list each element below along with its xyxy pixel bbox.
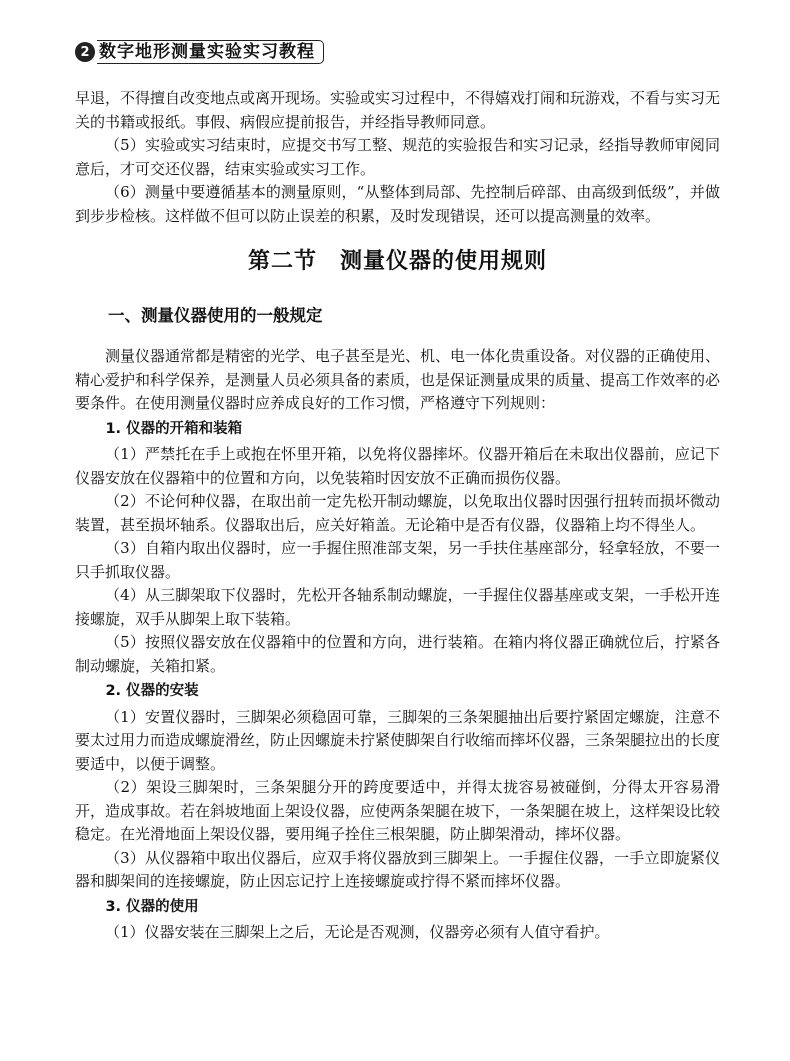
running-header (75, 40, 324, 64)
book-title: 数字地形测量实验实习教程 (97, 40, 324, 64)
subsection-title: 一、测量仪器使用的一般规定 (108, 305, 323, 325)
list-item: （4）从三脚架取下仪器时，先松开各轴系制动螺旋，一手握住仪器基座或支架，一手松开连接螺旋，双手从脚架上取下装箱。 (75, 586, 720, 628)
list-item: （2）架设三脚架时，三条架腿分开的跨度要适中，并得太拢容易被碰倒，分得太开容易滑开，造成事故。若在斜坡地面上架设仪器，应使两条架腿在坡下，一条架腿在坡上，这样架设比较稳定。在光滑地面上架设仪器，要用绳子拴住三根架腿，防止脚架滑动，摔坏仪器。 (75, 778, 721, 843)
list-item: （3）自箱内取出仪器时，应一手握住照准部支架，另一手扶住基座部分，轻拿轻放，不要一只手抓取仪器。 (75, 539, 720, 581)
list-item: （3）从仪器箱中取出仪器后，应双手将仪器放到三脚架上。一手握住仪器，一手立即旋紧仪器和脚架间的连接螺旋，防止因忘记拧上连接螺旋或拧得不紧而摔坏仪器。 (75, 848, 720, 890)
list-item: （1）严禁托在手上或抱在怀里开箱，以免将仪器摔坏。仪器开箱后在未取出仪器前，应记下仪器安放在仪器箱中的位置和方向，以免装箱时因安放不正确而损伤仪器。 (75, 445, 720, 487)
page-body (75, 87, 720, 945)
paragraph: 早退，不得擅自改变地点或离开现场。实验或实习过程中，不得嬉戏打闹和玩游戏，不看与实习无关的书籍或报纸。事假、病假应提前报告，并经指导教师同意。 (75, 89, 721, 131)
paragraph: （5）实验或实习结束时，应提交书写工整、规范的实验报告和实习记录，经指导教师审阅同意后，才可交还仪器，结束实验或实习工作。 (75, 136, 720, 178)
heading-usage: 3. 仪器的使用 (105, 898, 199, 915)
intro-paragraph: 测量仪器通常都是精密的光学、电子甚至是光、机、电一体化贵重设备。对仪器的正确使用、精心爱护和科学保养，是测量人员必须具备的素质，也是保证测量成果的质量、提高工作效率的必要条件。在使用测量仪器时应养成良好的工作习惯，严格遵守下列规则： (75, 347, 721, 412)
page-number-badge: 2 (75, 42, 95, 62)
section-title: 第二节 测量仪器的使用规则 (247, 249, 547, 274)
heading-unpacking: 1. 仪器的开箱和装箱 (105, 420, 243, 437)
list-item: （5）按照仪器安放在仪器箱中的位置和方向，进行装箱。在箱内将仪器正确就位后，拧紧各制动螺旋，关箱扣紧。 (75, 633, 720, 675)
list-item: （2）不论何种仪器，在取出前一定先松开制动螺旋，以免取出仪器时因强行扭转而损坏微动装置，甚至损坏轴系。仪器取出后，应关好箱盖。无论箱中是否有仪器，仪器箱上均不得坐人。 (75, 492, 720, 534)
list-item: （1）仪器安装在三脚架上之后，无论是否观测，仪器旁必须有人值守看护。 (105, 923, 610, 941)
paragraph: （6）测量中要遵循基本的测量原则，“从整体到局部、先控制后碎部、由高级到低级”，并做到步步检核。这样做不但可以防止误差的积累，及时发现错误，还可以提高测量的效率。 (75, 183, 720, 225)
list-item: （1）安置仪器时，三脚架必须稳固可靠，三脚架的三条架腿抽出后要拧紧固定螺旋，注意不要太过用力而造成螺旋滑丝，防止因螺旋未拧紧使脚架自行收缩而摔坏仪器，三条架腿拉出的长度要适中，以便于调整。 (75, 707, 721, 773)
heading-installation: 2. 仪器的安装 (105, 683, 199, 699)
